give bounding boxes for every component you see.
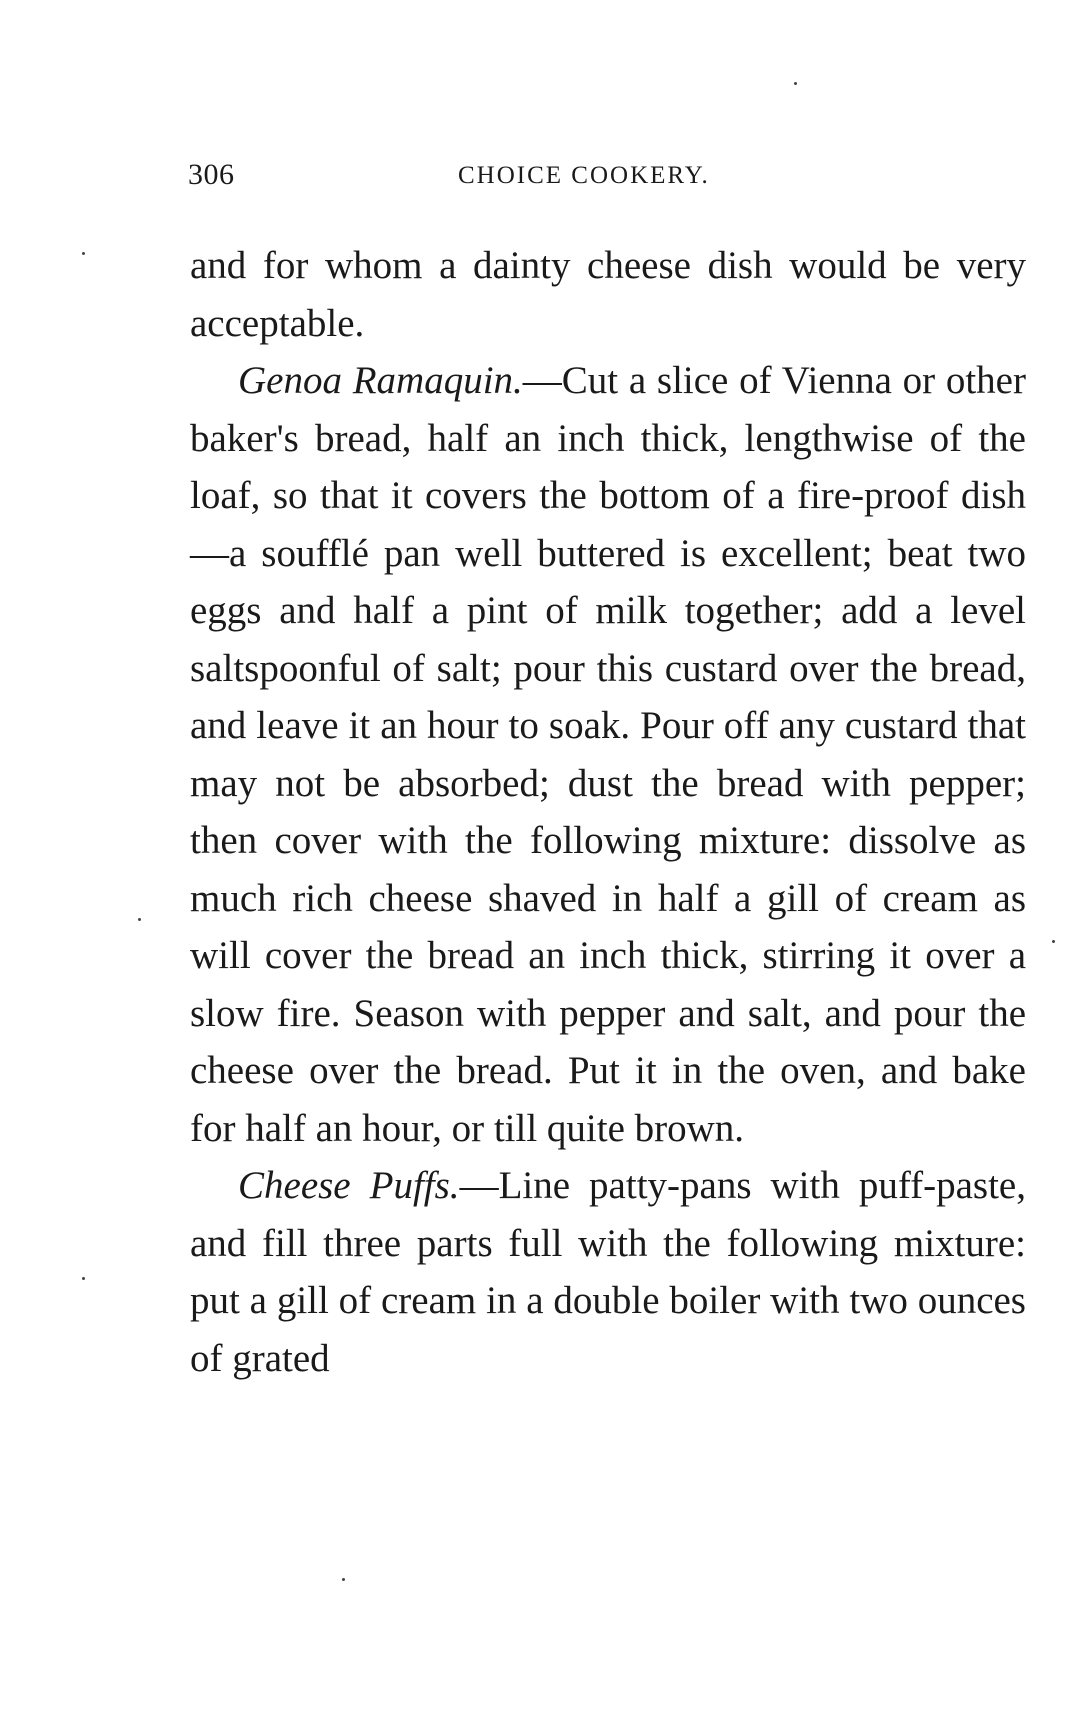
body-text [190,237,1026,1387]
recipe-title: Genoa Ramaquin. [238,359,523,402]
recipe-title: Cheese Puffs. [238,1164,460,1207]
print-speck [342,1578,345,1581]
print-speck [1052,940,1055,943]
recipe-text: —Line patty-pans with puff-paste, and fill three parts full with the following mixture: put a gill of cream in a double boiler with two ounces of grated [190,1164,1026,1380]
running-title: CHOICE COOKERY. [458,162,710,189]
paragraph-text: and for whom a dainty cheese dish would be very acceptable. [190,244,1026,345]
recipe-genoa-ramaquin [190,352,1026,1157]
print-speck [138,918,141,921]
recipe-cheese-puffs [190,1157,1026,1387]
recipe-text: —Cut a slice of Vienna or other baker's bread, half an inch thick, lengthwise of the loaf, so that it covers the bottom of a fire-proof dish—a soufflé pan well buttered is excellent; beat two eggs and half a pint of milk together; add a level saltspoonful of salt; pour this custard over the bread, and leave it an hour to soak. Pour off any custard that may not be absorbed; dust the bread with pepper; then cover with the following mixture: dissolve as much rich cheese shaved in half a gill of cream as will cover the bread an inch thick, stirring it over a slow fire. Season with pepper and salt, and pour the cheese over the bread. Put it in the oven, and bake for half an hour, or till quite brown. [190,359,1026,1150]
page-number: 306 [188,158,235,191]
print-speck [82,252,85,255]
print-speck [82,1277,85,1280]
paragraph-continuation [190,237,1026,352]
print-speck [794,82,797,85]
running-head [188,158,1028,198]
